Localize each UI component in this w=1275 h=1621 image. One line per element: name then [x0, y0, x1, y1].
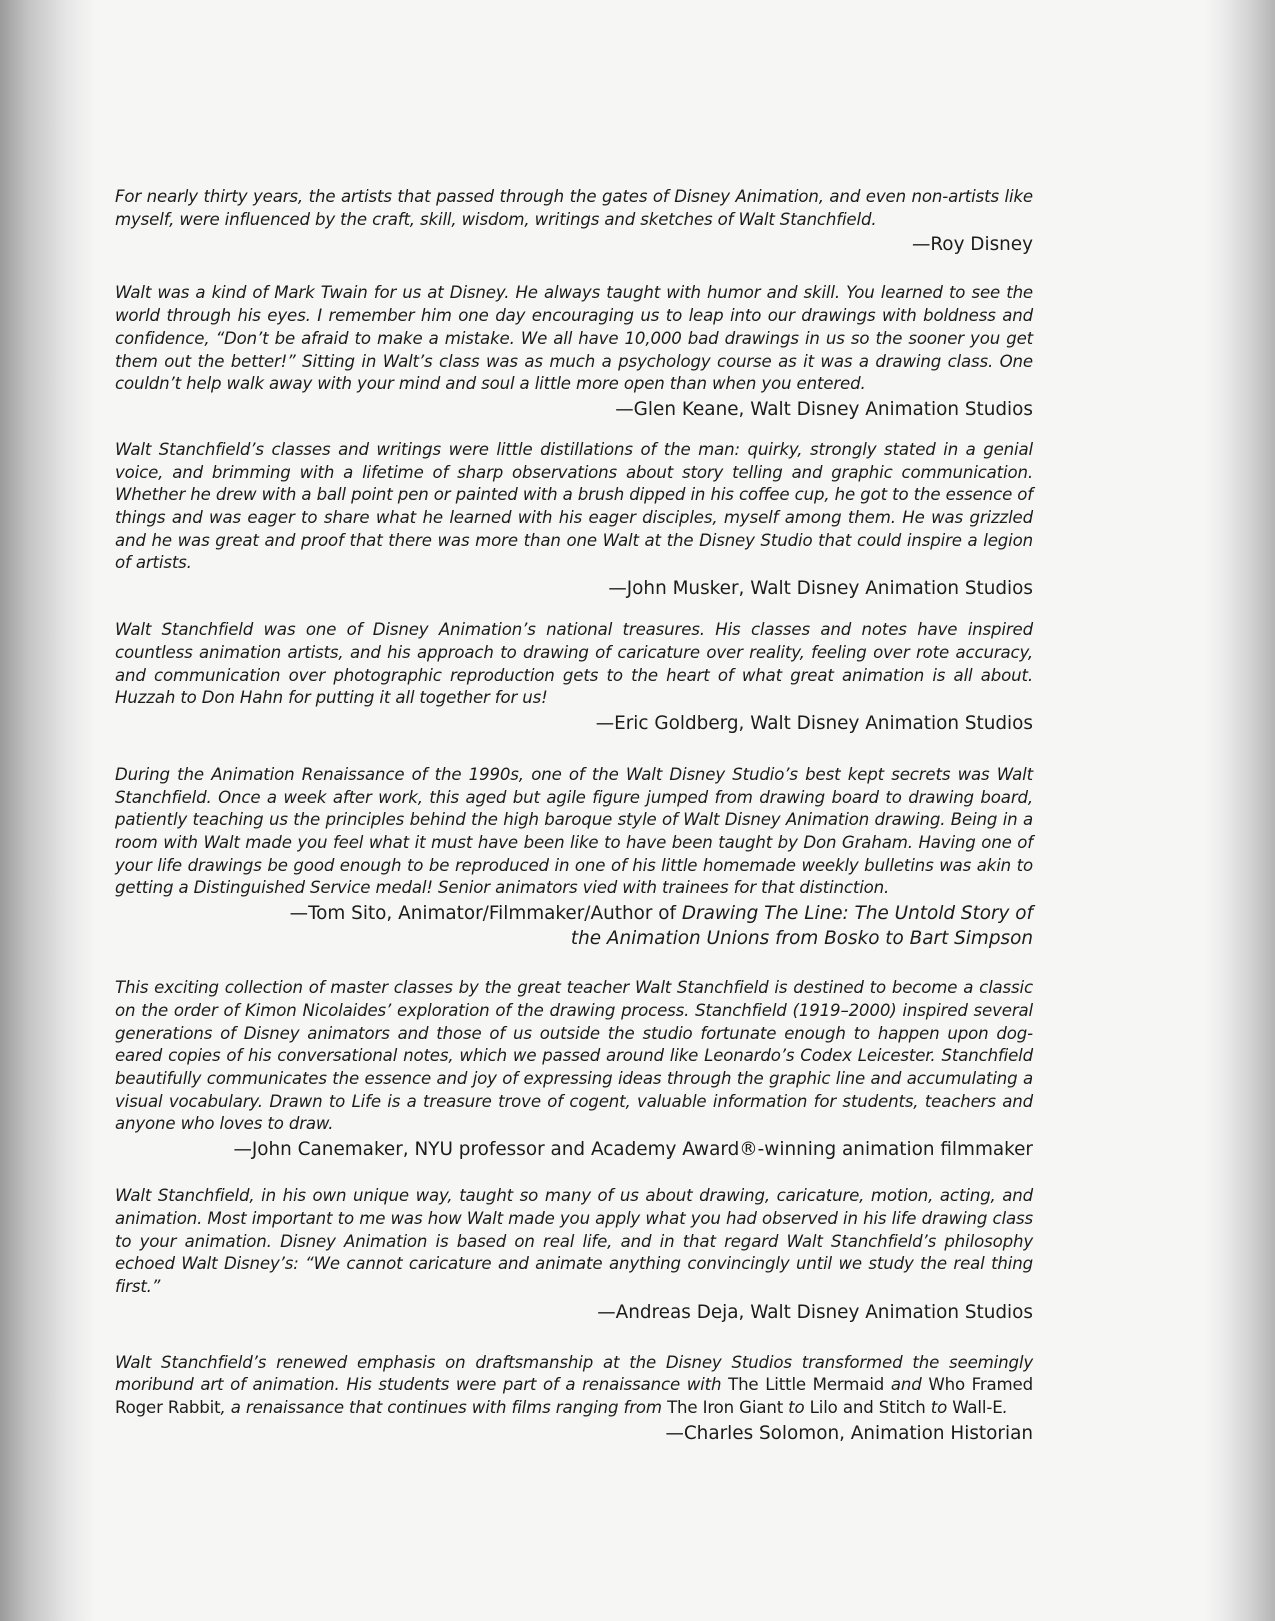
- film-title: Who Framed Roger Rabbit: [115, 1375, 1034, 1418]
- testimonial-quote: Walt was a kind of Mark Twain for us at Disney. He always taught with humor and skill. You learned to see the world through his eyes. I remember him one day encouraging us to leap into our drawings with boldness and confidence, “Don’t be afraid to make a mistake. We all have 10,000 bad drawings in us so the sooner you get them out the better!” Sitting in Walt’s class was as much a psychology course as it was a drawing class. One couldn’t help walk away with your mind and soul a little more open than when you entered.: [115, 283, 1033, 394]
- attribution-book-title-line-1: Drawing The Line: The Untold Story of: [681, 903, 1033, 925]
- testimonial-charles-solomon: [115, 1352, 1033, 1446]
- film-title: Lilo and Stitch: [809, 1398, 926, 1418]
- testimonial-attribution: [115, 901, 1033, 951]
- film-title: Wall-E: [952, 1398, 1003, 1418]
- attribution-book-title-line-2: the Animation Unions from Bosko to Bart Simpson: [570, 928, 1033, 950]
- testimonial-quote: This exciting collection of master classes by the great teacher Walt Stanchfield is destined to become a classic on the order of Kimon Nicolaides’ exploration of the drawing process. Stanchfield (1919–2000) inspired several generations of Disney animators and those of us outside the studio fortunate enough to happen upon dog-eared copies of his conversational notes, which we passed around like Leonardo’s Codex Leicester. Stanchfield beautifully communicates the essence and joy of expressing ideas through the graphic line and accumulating a visual vocabulary. Drawn to Life is a treasure trove of cogent, valuable information for students, teachers and anyone who loves to draw.: [115, 978, 1033, 1134]
- testimonial-roy-disney: [115, 186, 1033, 257]
- testimonial-quote: During the Animation Renaissance of the 1990s, one of the Walt Disney Studio’s best kept secrets was Walt Stanchfield. Once a week after work, this aged but agile figure jumped from drawing board to drawing board, patiently teaching us the principles behind the high baroque style of Walt Disney Animation drawing. Being in a room with Walt made you feel what it must have been like to have been taught by Don Graham. Having one of your life drawings be good enough to be reproduced in one of his little homemade weekly bulletins was akin to getting a Distinguished Service medal! Senior animators vied with trainees for that distinction.: [115, 764, 1033, 898]
- quote-text: to: [783, 1398, 810, 1418]
- testimonial-attribution: —Eric Goldberg, Walt Disney Animation Studios: [595, 712, 1033, 734]
- quote-text: Walt Stanchfield’s renewed emphasis on draftsmanship at the Disney Studios transformed the seemingly moribund art of animation. His students were part of a renaissance with: [115, 1352, 1033, 1395]
- testimonial-attribution: —Roy Disney: [911, 234, 1033, 256]
- testimonial-quote: Walt Stanchfield was one of Disney Animation’s national treasures. His classes and notes have inspired countless animation artists, and his approach to drawing of caricature over reality, feeling over rote accuracy, and communication over photographic reproduction gets to the heart of what great animation is all about. Huzzah to Don Hahn for putting it all together for us!: [115, 620, 1033, 708]
- testimonial-attribution: —Glen Keane, Walt Disney Animation Studios: [615, 398, 1033, 420]
- quote-text: , a renaissance that continues with films ranging from: [220, 1398, 668, 1418]
- testimonial-andreas-deja: [115, 1185, 1033, 1325]
- testimonial-attribution: —Charles Solomon, Animation Historian: [665, 1422, 1033, 1444]
- film-title: The Little Mermaid: [728, 1375, 885, 1395]
- quote-text: and: [884, 1375, 929, 1395]
- testimonial-eric-goldberg: [115, 619, 1033, 736]
- testimonial-attribution: —Andreas Deja, Walt Disney Animation Studios: [597, 1301, 1033, 1323]
- scan-shadow-left: [0, 0, 95, 1621]
- scan-shadow-right: [1205, 0, 1275, 1621]
- testimonial-quote: Walt Stanchfield, in his own unique way, taught so many of us about drawing, caricature, motion, acting, and animation. Most important to me was how Walt made you apply what you had observed in his life drawing class to your animation. Disney Animation is based on real life, and in that regard Walt Stanchfield’s philosophy echoed Walt Disney’s: “We cannot caricature and animate anything convincingly until we study the real thing first.”: [115, 1186, 1033, 1296]
- film-title: The Iron Giant: [667, 1398, 784, 1418]
- attribution-name: —Tom Sito, Animator/Filmmaker/Author of: [289, 903, 676, 925]
- testimonial-tom-sito: [115, 764, 1033, 951]
- testimonial-quote: For nearly thirty years, the artists that passed through the gates of Disney Animation, and even non-artists like myself, were influenced by the craft, skill, wisdom, writings and sketches of Walt Stanchfield.: [115, 187, 1033, 229]
- testimonial-attribution: —John Musker, Walt Disney Animation Studios: [608, 578, 1033, 600]
- testimonial-john-musker: [115, 439, 1033, 601]
- quote-text: .: [1002, 1398, 1008, 1418]
- testimonial-quote: Walt Stanchfield’s classes and writings were little distillations of the man: quirky, strongly stated in a genial voice, and brimming with a lifetime of sharp observations about story telling and graphic communication. Whether he drew with a ball point pen or painted with a brush dipped in his coffee cup, he got to the essence of things and was eager to share what he learned with his eager disciples, myself among them. He was grizzled and he was great and proof that there was more than one Walt at the Disney Studio that could inspire a legion of artists.: [115, 439, 1033, 573]
- testimonial-attribution: —John Canemaker, NYU professor and Academy Award®-winning animation filmmaker: [233, 1139, 1033, 1161]
- testimonial-john-canemaker: [115, 977, 1033, 1162]
- quote-text: to: [925, 1398, 953, 1418]
- testimonial-quote: [115, 1352, 1033, 1420]
- testimonial-glen-keane: [115, 282, 1033, 422]
- testimonials-page: [115, 186, 1033, 1446]
